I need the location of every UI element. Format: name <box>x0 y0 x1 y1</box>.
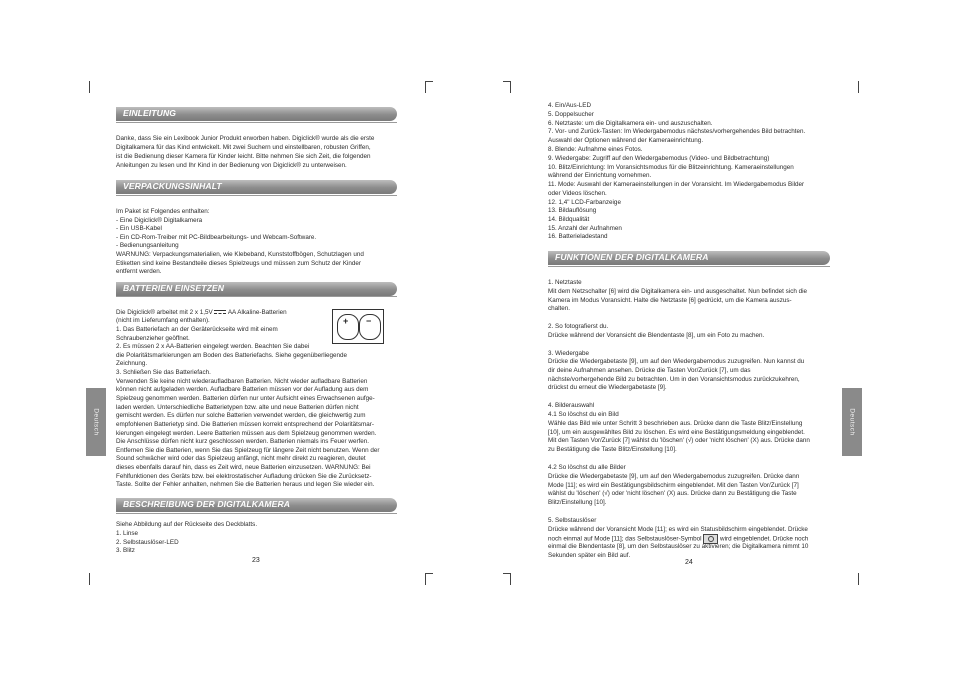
battery-type-text: AA Alkaline-Batterien <box>227 309 287 316</box>
battery-line: Fehlfunktionen des Geräts bzw. bei elektrostatischer Aufladung drücken Sie die Zurücksetz- <box>116 473 372 480</box>
parts-line: 16. Batterieladestand <box>548 233 608 240</box>
function-line: Drücke die Wiedergabetaste [9], um auf den Wiedergabemodus zuzugreifen. Drücke dann <box>548 473 800 480</box>
function-line: 4.2 So löschst du alle Bilder <box>548 464 626 471</box>
crop-mark <box>89 81 90 93</box>
section-rule <box>116 122 397 123</box>
battery-line: gemischt werden. Es dürfen nur solche Batterien verwendet werden, die gleichwertig zum <box>116 412 366 419</box>
package-line: - Bedienungsanleitung <box>116 242 179 249</box>
crop-mark <box>425 81 433 82</box>
battery-line: Spielzeug genommen werden. Batterien dürfen nur unter Aufsicht eines Erwachsenen aufge- <box>116 395 375 402</box>
crop-mark <box>510 81 511 93</box>
function-line: [10], um ein ausgewähltes Bild zu löschen. Es wird eine Bestätigungsmeldung eingeblendet. <box>548 429 805 436</box>
self-timer-text: wird eingeblendet. Drücke noch <box>720 535 809 543</box>
parts-line: oder Videos löschen. <box>548 190 607 197</box>
parts-line: während der Einrichtung vornehmen. <box>548 172 652 179</box>
section-header-funktionen <box>548 251 830 265</box>
battery-line: Entfernen Sie die Batterien, wenn Sie das Spielzeug für längere Zeit nicht benutzen. Wenn der <box>116 447 380 454</box>
parts-line: 12. 1,4" LCD-Farbanzeige <box>548 199 621 206</box>
parts-line: 9. Wiedergabe: Zugriff auf den Wiedergabemodus (Video- und Bildbetrachtung) <box>548 155 770 162</box>
crop-mark <box>503 81 511 82</box>
function-line: drückst du erneut die Wiedergabetaste [9]. <box>548 384 667 391</box>
function-line: einmal die Blendentaste [8], um den Selbstauslöser zu aktivieren; die Digitalkamera nimmt 10 <box>548 543 809 550</box>
parts-line: 8. Blende: Aufnahme eines Fotos. <box>548 146 643 153</box>
self-timer-text: noch einmal auf Mode [11]; das Selbstauslöser-Symbol <box>548 535 702 543</box>
crop-mark <box>425 573 433 574</box>
battery-plus-mark: + <box>343 316 349 326</box>
section-rule <box>116 513 397 514</box>
section-header-batterien <box>116 282 397 296</box>
section-title: FUNKTIONEN DER DIGITALKAMERA <box>555 252 709 262</box>
battery-line: Sound schwächer wird oder das Spielzeug anfängt, nicht mehr direkt zu reagieren, deutet <box>116 455 366 462</box>
language-tab-label: Deutsch <box>848 408 856 436</box>
function-line: Drücke während der Voransicht die Blendentaste [8], um ein Foto zu machen. <box>548 332 765 339</box>
page-number-left: 23 <box>252 557 260 564</box>
battery-line: Taste. Sollte der Fehler anhalten, nehmen Sie die Batterien heraus und legen Sie wieder ein. <box>116 481 375 488</box>
battery-line: 1. Das Batteriefach an der Geräterückseite wird mit einem <box>116 326 278 333</box>
crop-mark <box>858 573 859 585</box>
parts-line: 4. Ein/Aus-LED <box>548 102 592 109</box>
section-rule <box>548 266 830 267</box>
function-line: zu Bestätigung die Taste Blitz/Einstellung [10]. <box>548 446 677 453</box>
crop-mark <box>89 573 90 585</box>
package-line: WARNUNG: Verpackungsmaterialien, wie Klebeband, Kunststoffbögen, Schutzlagen und <box>116 251 364 258</box>
description-line: 3. Blitz <box>116 547 135 554</box>
section-title: BESCHREIBUNG DER DIGITALKAMERA <box>123 499 291 509</box>
battery-line: 3. Schließen Sie das Batteriefach. <box>116 369 211 376</box>
battery-voltage-text: Die Digiclick® arbeitet mit 2 x 1,5V <box>116 309 213 316</box>
language-tab-label: Deutsch <box>92 408 100 436</box>
battery-line: können nicht aufgeladen werden. Aufladbare Batterien müssen vor der Aufladung aus dem <box>116 386 369 393</box>
function-line: 1. Netztaste <box>548 279 582 286</box>
language-tab-left <box>86 388 106 456</box>
parts-line: 15. Anzahl der Aufnahmen <box>548 225 622 232</box>
battery-line: dieses ebenfalls darauf hin, dass es Zeit wird, neue Batterien einzusetzen. WARNUNG: Bei <box>116 464 371 471</box>
language-tab-right <box>842 388 862 456</box>
function-line: 2. So fotografierst du. <box>548 323 609 330</box>
function-line: 5. Selbstauslöser <box>548 517 597 524</box>
intro-line: Danke, dass Sie ein Lexibook Junior Produkt erworben haben. Digiclick® wurde als die erste <box>116 135 375 142</box>
crop-mark <box>510 573 511 585</box>
package-line: - Ein USB-Kabel <box>116 225 162 232</box>
crop-mark <box>503 573 511 574</box>
battery-line: Zeichnung. <box>116 360 148 367</box>
parts-line: 14. Bildqualität <box>548 216 590 223</box>
package-line: Etiketten sind keine Bestandteile dieses Spielzeugs und müssen zum Schutz der Kinder <box>116 260 362 267</box>
function-line: Wähle das Bild wie unter Schritt 3 beschrieben aus. Drücke dann die Taste Blitz/Einstellung <box>548 420 803 427</box>
section-header-einleitung <box>116 107 397 121</box>
parts-line: 10. Blitz/Einrichtung: Im Voransichtsmodus für die Blitzeinrichtung. Kameraeinstellungen <box>548 164 794 171</box>
function-line: Mit den Tasten Vor/Zurück [7] wählst du 'löschen' (√) oder 'nicht löschen' (X) aus. Drücke dann <box>548 437 810 444</box>
battery-line: kierungen eingelegt werden. Leere Batterien müssen aus dem Spielzeug genommen werden. <box>116 430 377 437</box>
description-line: 1. Linse <box>116 530 139 537</box>
battery-line: (nicht im Lieferumfang enthalten). <box>116 317 210 324</box>
function-line: Drücke während der Voransicht Mode [11]; es wird ein Statusbildschirm eingeblendet. Drücke <box>548 526 808 533</box>
package-line: Im Paket ist Folgendes enthalten: <box>116 208 210 215</box>
section-header-verpackungsinhalt <box>116 180 397 194</box>
function-line: Mode [11]; es wird ein Bestätigungsbildschirm eingeblendet. Mit den Tasten Vor/Zurück [7] <box>548 482 799 489</box>
function-line: chalten. <box>548 305 571 312</box>
function-line: 4. Bilderauswahl <box>548 402 595 409</box>
function-line: wählst du 'löschen' (√) oder 'nicht löschen' (X) aus. Drücke dann zu Bestätigung die Taste <box>548 490 797 497</box>
description-line: 2. Selbstauslöser-LED <box>116 539 179 546</box>
package-line: entfernt werden. <box>116 268 162 275</box>
function-line: Sekunden später ein Bild auf. <box>548 552 631 559</box>
battery-line: Verwenden Sie keine nicht wiederaufladbaren Batterien. Nicht wieder aufladbare Batterien <box>116 378 368 385</box>
intro-line: Digitalkamera für das Kind entwickelt. Mit zwei Suchern und einstellbaren, robusten Griffen, <box>116 144 371 151</box>
parts-line: 7. Vor- und Zurück-Tasten: Im Wiedergabemodus nächstes/vorhergehendes Bild betrachten. <box>548 128 806 135</box>
parts-line: 13. Bildauflösung <box>548 207 597 214</box>
battery-line: Die Anschlüsse dürfen nicht kurz geschlossen werden. Batterien niemals ins Feuer werfen. <box>116 438 370 445</box>
function-line: dir deine Aufnahmen ansehen. Drücke die Tasten Vor/Zurück [7], um das <box>548 367 751 374</box>
battery-line: die Polaritätsmarkierungen am Boden des Batteriefachs. Siehe gegenüberliegende <box>116 352 348 359</box>
function-line: Blitz/Einstellung [10]. <box>548 499 607 506</box>
parts-line: 6. Netztaste: um die Digitalkamera ein- und auszuschalten. <box>548 120 713 127</box>
function-line: Mit dem Netzschalter [6] wird die Digitalkamera ein- und ausgeschaltet. Nun befindet sich die <box>548 288 807 295</box>
dc-symbol-icon <box>214 310 226 315</box>
section-title: EINLEITUNG <box>123 108 177 118</box>
parts-line: Auswahl der Optionen während der Kameraeinrichtung. <box>548 137 704 144</box>
battery-line: laden werden. Unterschiedliche Batterietypen bzw. alte und neue Batterien dürfen nicht <box>116 404 359 411</box>
section-title: BATTERIEN EINSETZEN <box>123 283 225 293</box>
page-number-right: 24 <box>685 559 693 566</box>
intro-line: Anleitungen zu lesen und Ihr Kind in der Bedienung von Digiclick® zu unterweisen. <box>116 162 347 169</box>
function-line: Drücke die Wiedergabetaste [9], um auf den Wiedergabemodus zuzugreifen. Nun kannst du <box>548 358 805 365</box>
intro-line: ist die Bedienung dieser Kamera für Kinder leicht. Bitte nehmen Sie sich Zeit, die folgenden <box>116 153 371 160</box>
battery-line: empfohlenen Batterietyp sind. Die Batterien müssen korrekt entsprechend der Polaritätsmar- <box>116 421 374 428</box>
section-rule <box>116 195 397 196</box>
battery-line: Schraubenzieher geöffnet. <box>116 335 190 342</box>
crop-mark <box>425 573 426 585</box>
function-line: 4.1 So löschst du ein Bild <box>548 411 619 418</box>
crop-mark <box>858 81 859 93</box>
package-line: - Eine Digiclick® Digitalkamera <box>116 217 203 224</box>
description-line: Siehe Abbildung auf der Rückseite des Deckblatts. <box>116 521 258 528</box>
section-title: VERPACKUNGSINHALT <box>123 181 222 191</box>
function-line: Kamera im Modus Voransicht. Halte die Netztaste [6] gedrückt, um die Kamera auszus- <box>548 297 792 304</box>
battery-minus-mark: − <box>366 316 372 326</box>
function-line: nächste/vorhergehende Bild zu betrachten. Um in den Voransichtsmodus zurückzukehren, <box>548 376 800 383</box>
battery-line: 2. Es müssen 2 x AA-Batterien eingelegt werden. Beachten Sie dabei <box>116 343 310 350</box>
section-header-beschreibung <box>116 498 397 512</box>
function-line: 3. Wiedergabe <box>548 350 589 357</box>
parts-line: 11. Mode: Auswahl der Kameraeinstellungen in der Voransicht. Im Wiedergabemodus Bilder <box>548 181 805 188</box>
parts-line: 5. Doppelsucher <box>548 111 594 118</box>
crop-mark <box>425 81 426 93</box>
battery-diagram <box>332 309 384 344</box>
package-line: - Ein CD-Rom-Treiber mit PC-Bildbearbeitungs- und Webcam-Software. <box>116 234 317 241</box>
section-rule <box>116 296 397 297</box>
